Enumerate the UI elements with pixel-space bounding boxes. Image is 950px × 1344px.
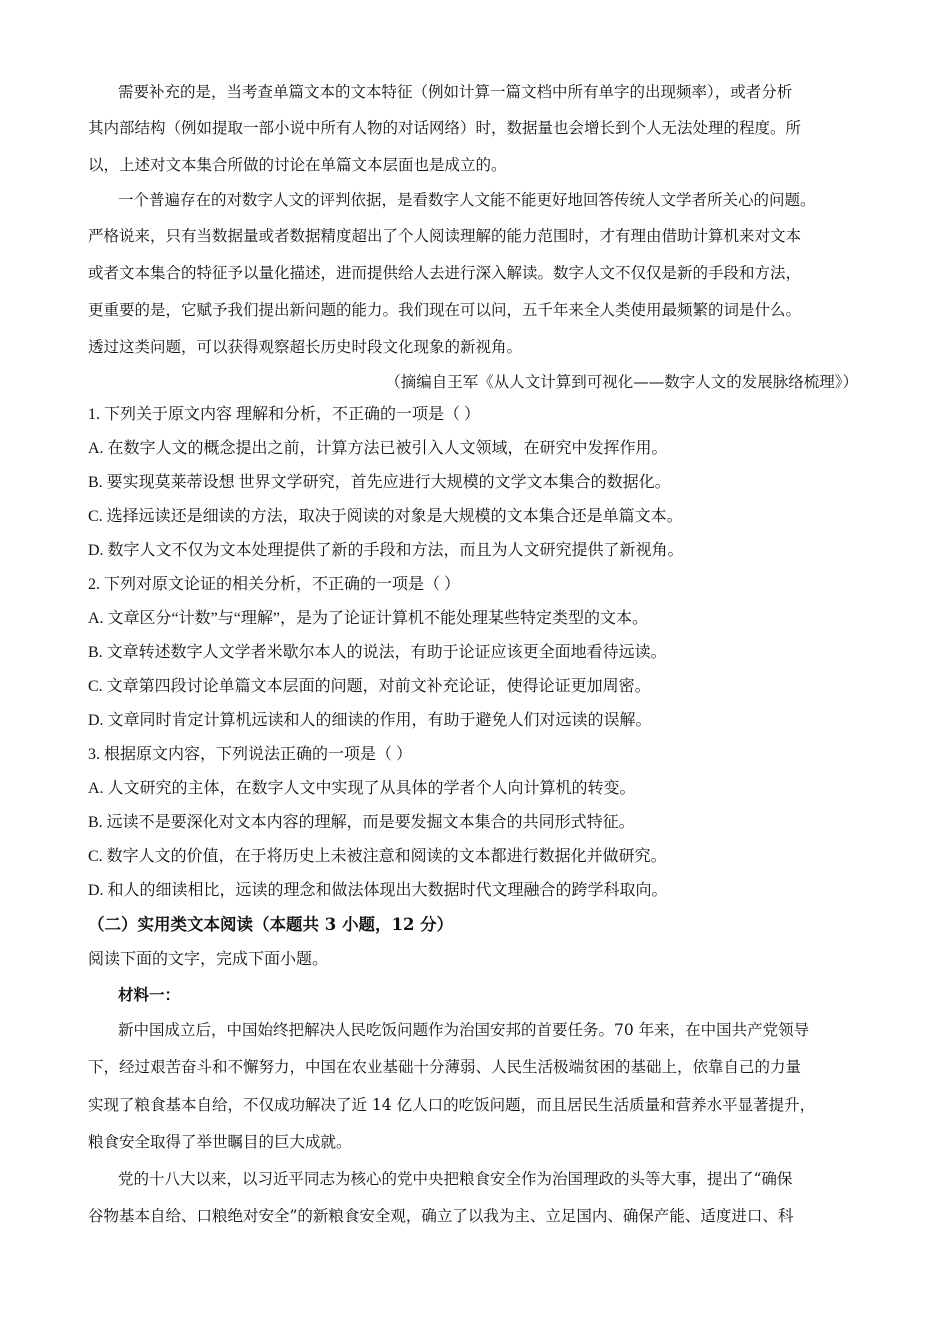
text-line: 以，上述对文本集合所做的讨论在单篇文本层面也是成立的。 (88, 156, 507, 174)
text-line: 严格说来，只有当数据量或者数据精度超出了个人阅读理解的能力范围时，才有理由借助计算机来对文本 (88, 227, 802, 245)
text-line: 新中国成立后，中国始终把解决人民吃饭问题作为治国安邦的首要任务。70 年来，在中国共产党领导 (118, 1021, 810, 1039)
text-line: 或者文本集合的特征予以量化描述，进而提供给人去进行深入解读。数字人文不仅仅是新的手段和方法， (88, 264, 802, 282)
answer-option: B. 文章转述数字人文学者米歇尔本人的说法，有助于论证应该更全面地看待远读。 (88, 644, 667, 661)
answer-option: D. 和人的细读相比，远读的理念和做法体现出大数据时代文理融合的跨学科取向。 (88, 882, 668, 899)
answer-option: A. 人文研究的主体，在数字人文中实现了从具体的学者个人向计算机的转变。 (88, 780, 636, 797)
answer-option: D. 数字人文不仅为文本处理提供了新的手段和方法，而且为人文研究提供了新视角。 (88, 542, 684, 559)
answer-option: D. 文章同时肯定计算机远读和人的细读的作用，有助于避免人们对远读的误解。 (88, 712, 652, 729)
question-stem: 2. 下列对原文论证的相关分析，不正确的一项是（ ） (88, 576, 461, 593)
answer-option: C. 文章第四段讨论单篇文本层面的问题，对前文补充论证，使得论证更加周密。 (88, 678, 651, 695)
instruction-text: 阅读下面的文字，完成下面小题。 (88, 951, 329, 968)
text-line: 谷物基本自给、口粮绝对安全”的新粮食安全观，确立了以我为主、立足国内、确保产能、适度进口、科 (88, 1207, 794, 1225)
text-line: 更重要的是，它赋予我们提出新问题的能力。我们现在可以问，五千年来全人类使用最频繁的词是什么。 (88, 301, 802, 319)
text-line: 党的十八大以来，以习近平同志为核心的党中央把粮食安全作为治国理政的头等大事，提出了“确保 (118, 1170, 793, 1188)
citation: （摘编自王军《从人文计算到可视化——数字人文的发展脉络梳理》） (385, 373, 858, 391)
answer-option: B. 远读不是要深化对文本内容的理解，而是要发掘文本集合的共同形式特征。 (88, 814, 635, 831)
answer-option: B. 要实现莫莱蒂设想 世界文学研究，首先应进行大规模的文学文本集合的数据化。 (88, 474, 671, 491)
text-line: 粮食安全取得了举世瞩目的巨大成就。 (88, 1133, 352, 1151)
answer-option: A. 在数字人文的概念提出之前，计算方法已被引入人文领域，在研究中发挥作用。 (88, 440, 668, 457)
text-line: 一个普遍存在的对数字人文的评判依据，是看数字人文能不能更好地回答传统人文学者所关心的问题。 (118, 191, 816, 209)
text-line: 其内部结构（例如提取一部小说中所有人物的对话网络）时，数据量也会增长到个人无法处理的程度。所 (88, 119, 802, 137)
section-heading: （二）实用类文本阅读（本题共 3 小题，12 分） (88, 915, 454, 934)
question-stem: 3. 根据原文内容，下列说法正确的一项是（ ） (88, 746, 413, 763)
text-line: 透过这类问题，可以获得观察超长历史时段文化现象的新视角。 (88, 338, 523, 356)
text-line: 需要补充的是，当考查单篇文本的文本特征（例如计算一篇文档中所有单字的出现频率），或者分析 (118, 83, 793, 101)
answer-option: C. 数字人文的价值，在于将历史上未被注意和阅读的文本都进行数据化并做研究。 (88, 848, 667, 865)
answer-option: A. 文章区分“计数”与“理解”，是为了论证计算机不能处理某些特定类型的文本。 (88, 610, 648, 627)
text-line: 下，经过艰苦奋斗和不懈努力，中国在农业基础十分薄弱、人民生活极端贫困的基础上，依靠自己的力量 (88, 1058, 802, 1076)
answer-option: C. 选择远读还是细读的方法，取决于阅读的对象是大规模的文本集合还是单篇文本。 (88, 508, 683, 525)
material-label: 材料一： (118, 985, 181, 1004)
text-line: 实现了粮食基本自给，不仅成功解决了近 14 亿人口的吃饭问题，而且居民生活质量和营养水平显著提升， (88, 1096, 816, 1114)
question-stem: 1. 下列关于原文内容 理解和分析，不正确的一项是（ ） (88, 406, 481, 423)
